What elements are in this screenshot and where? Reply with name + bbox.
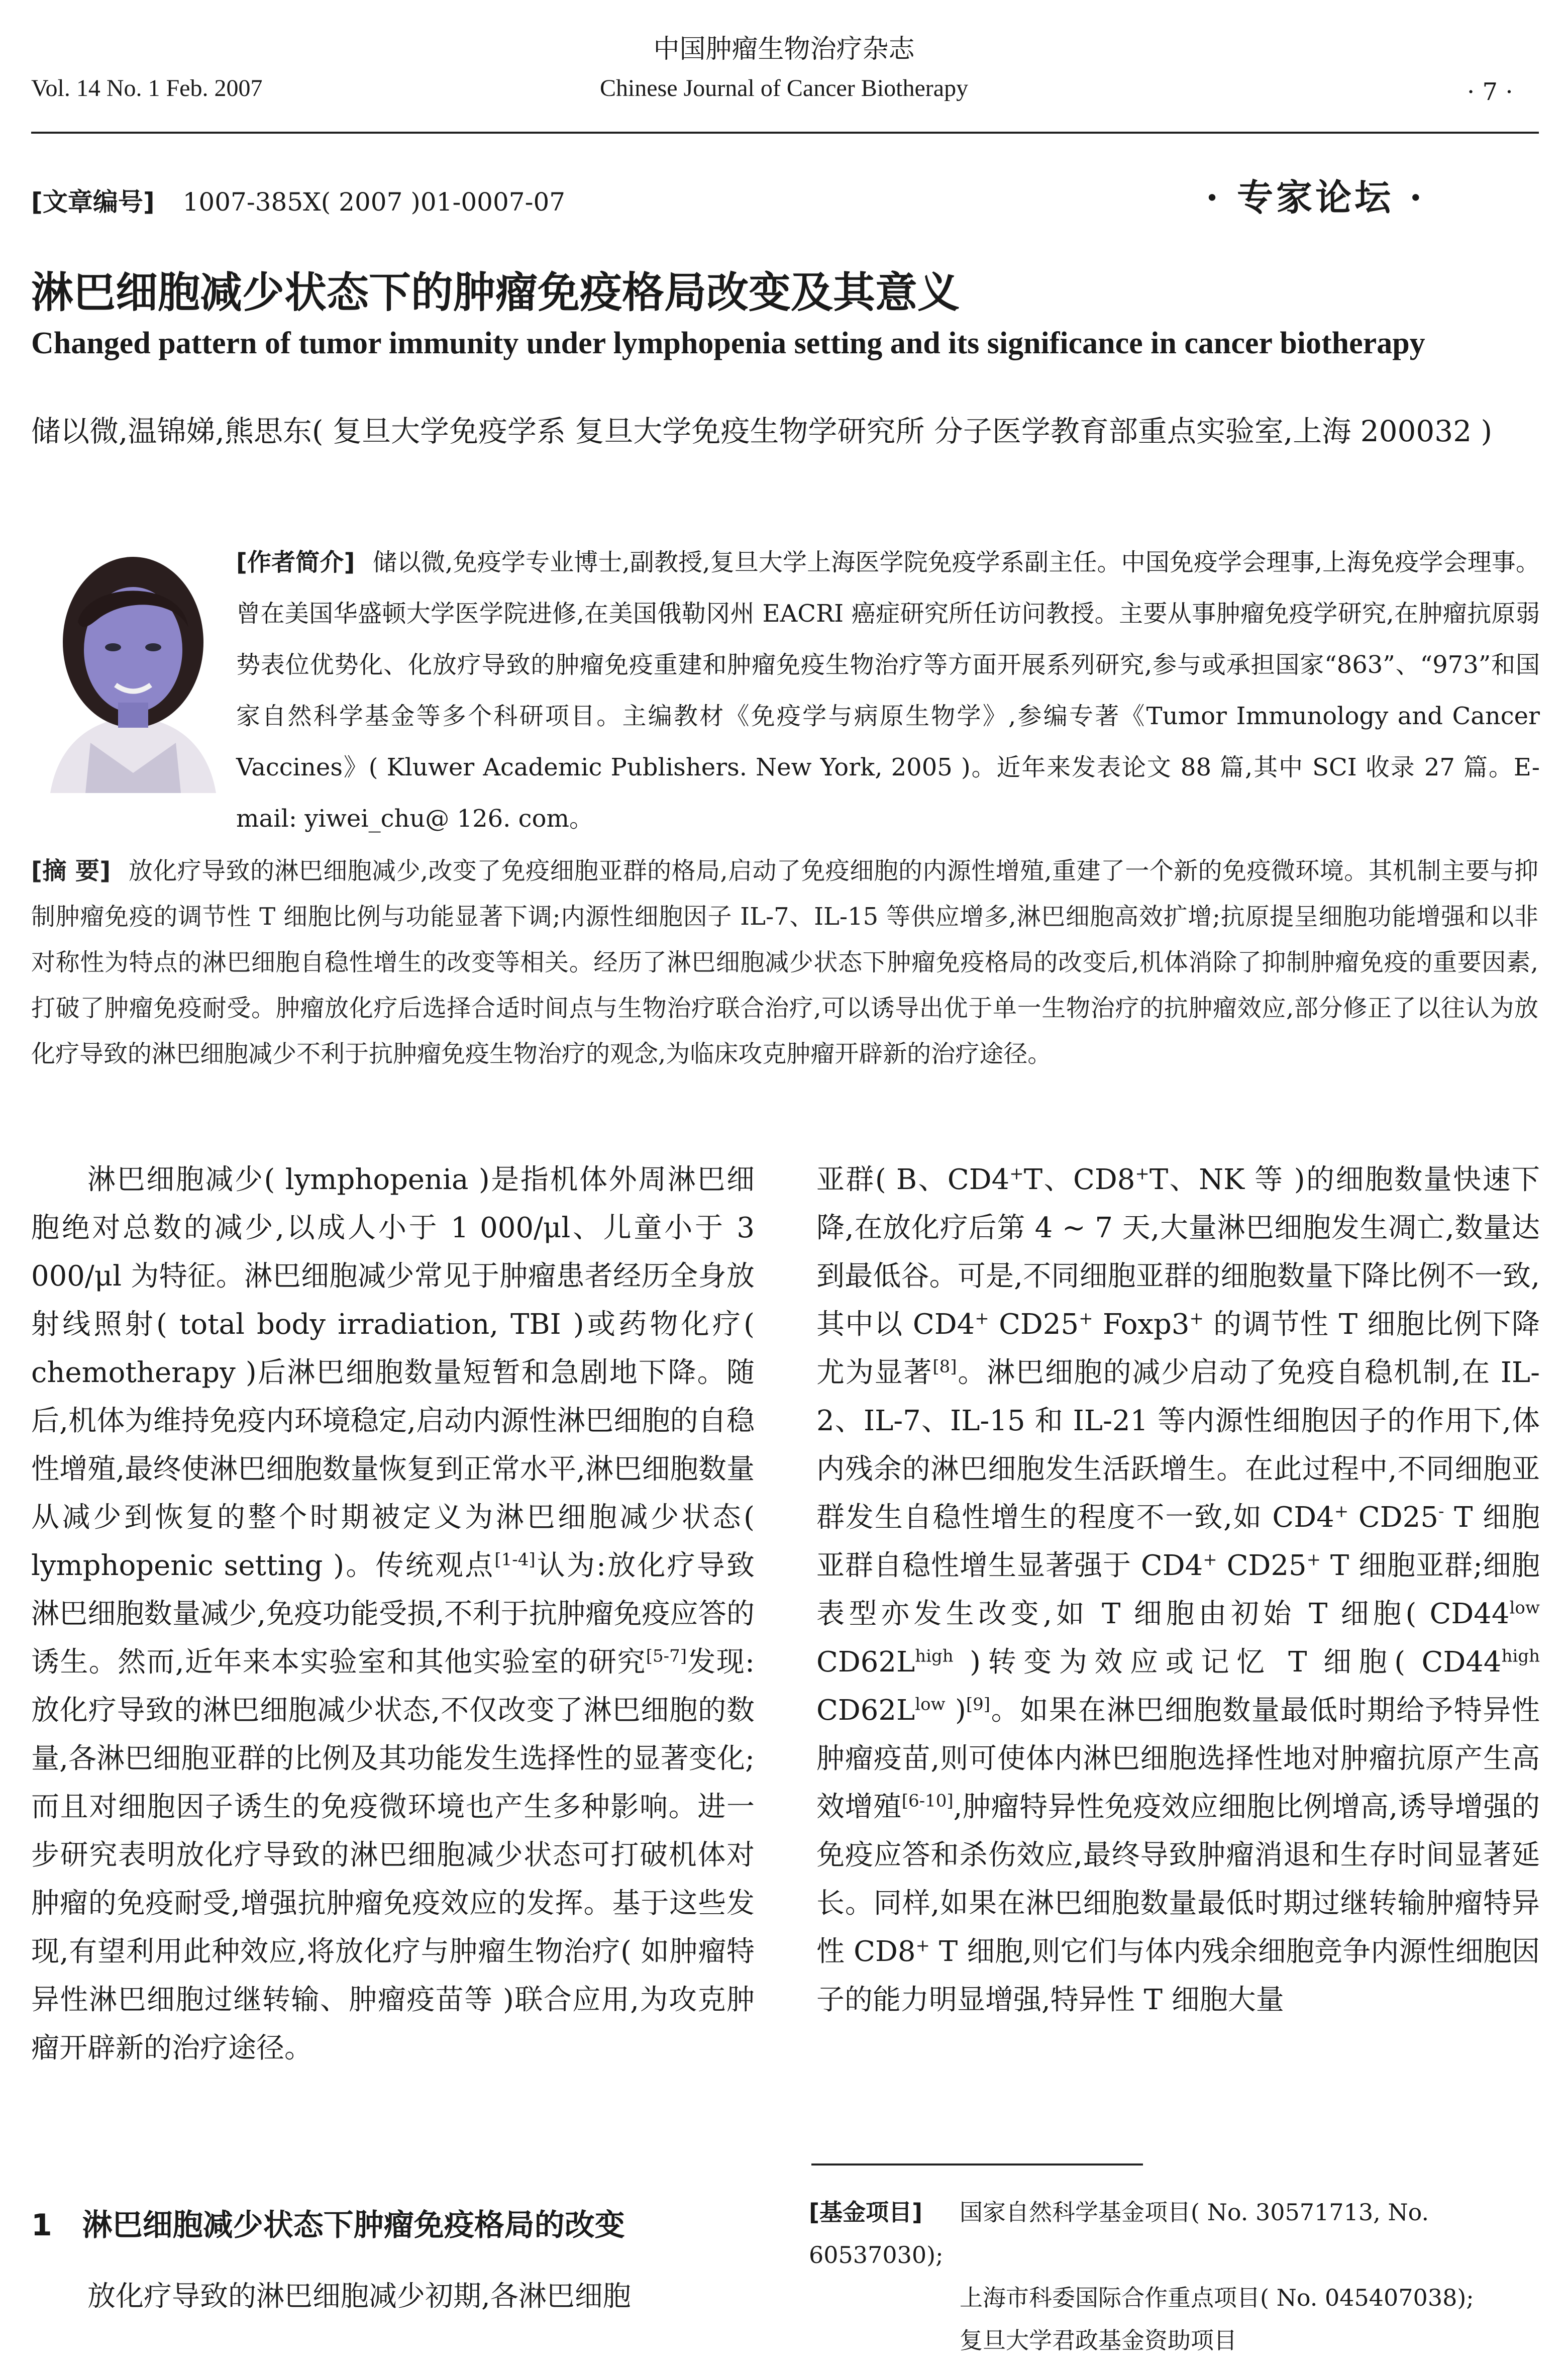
footnote-rule bbox=[811, 2163, 1143, 2166]
funding-label: [基金项目] bbox=[809, 2199, 923, 2226]
article-number bbox=[31, 182, 565, 218]
funding-line: 上海市科委国际合作重点项目( No. 045407038); bbox=[960, 2284, 1474, 2311]
citation: [6-10] bbox=[901, 1791, 954, 1811]
page-number: · 7 · bbox=[1467, 78, 1513, 106]
citation: [1-4] bbox=[494, 1549, 536, 1570]
abstract-text: 放化疗导致的淋巴细胞减少,改变了免疫细胞亚群的格局,启动了免疫细胞的内源性增殖,重建了一个新的免疫微环境。其机制主要与抑制肿瘤免疫的调节性 T 细胞比例与功能显著下调;内源性细胞因子 IL-7、IL-15 等供应增多,淋巴细胞高效扩增;抗原提呈细胞功能增强和以非对称性为特点的淋巴细胞自稳性增生的改变等相关。经历了淋巴细胞减少状态下肿瘤免疫格局的改变后,机体消除了抑制肿瘤免疫的重要因素,打破了肿瘤免疫耐受。肿瘤放化疗后选择合适时间点与生物治疗联合治疗,可以诱导出优于单一生物治疗的抗肿瘤效应,部分修正了以往认为放化疗导致的淋巴细胞减少不利于抗肿瘤免疫生物治疗的观念,为临床攻克肿瘤开辟新的治疗途径。 bbox=[31, 857, 1538, 1068]
title-en: Changed pattern of tumor immunity under lymphopenia setting and its significance in cancer biotherapy bbox=[31, 326, 1425, 360]
section-first-line: 放化疗导致的淋巴细胞减少初期,各淋巴细胞 bbox=[87, 2280, 631, 2313]
body-paragraph: 亚群( B、CD4+T、CD8+T、NK 等 )的细胞数量快速下降,在放化疗后第 4 ~ 7 天,大量淋巴细胞发生凋亡,数量达到最低谷。可是,不同细胞亚群的细胞数量下降比例不一致,其中以 CD4+ CD25+ Foxp3+ 的调节性 T 细胞比例下降尤为显著[8]。淋巴细胞的减少启动了免疫自稳机制,在 IL-2、IL-7、IL-15 和 IL-21 等内源性细胞因子的作用下,体内残余的淋巴细胞发生活跃增生。在此过程中,不同细胞亚群发生自稳性增生的程度不一致,如 CD4+ CD25- T 细胞亚群自稳性增生显著强于 CD4+ CD25+ T 细胞亚群;细胞表型亦发生改变,如 T 细胞由初始 T 细胞( $CD44^{low}$ $CD62L^{high}$ )转变为效应或记忆 T 细胞( $CD44^{high}$ $CD62L^{low}$ )[9]。如果在淋巴细胞数量最低时期给予特异性肿瘤疫苗,则可使体内淋巴细胞选择性地对肿瘤抗原产生高效增殖[6-10],肿瘤特异性免疫效应细胞比例增高,诱导增强的免疫应答和杀伤效应,最终导致肿瘤消退和生存时间显著延长。同样,如果在淋巴细胞数量最低时期过继转输肿瘤特异性 CD8+ T 细胞,则它们与体内残余细胞竞争内源性细胞因子的能力明显增强,特异性 T 细胞大量 bbox=[816, 1163, 1540, 2016]
body-text: 淋巴细胞减少( lymphopenia )是指机体外周淋巴细胞绝对总数的减少,以成人小于 1 000/μl、儿童小于 3 000/μl 为特征。淋巴细胞减少常见于肿瘤患者经历全身放射线照射( total body irradiation, TBI )或药物化疗( chemotherapy )后淋巴细胞数量短暂和急剧地下降。随后,机体为维持免疫内环境稳定,启动内源性淋巴细胞的自稳性增殖,最终使淋巴细胞数量恢复到正常水平,淋巴细胞数量从减少到恢复的整个时期被定义为淋巴细胞减少状态( lymphopenic setting )。传统观点 bbox=[31, 1163, 755, 1582]
abstract-label: [摘 要] bbox=[31, 857, 111, 885]
body-left-column bbox=[31, 1156, 755, 2073]
funding-line: 复旦大学君政基金资助项目 bbox=[960, 2327, 1237, 2354]
journal-title-en: Chinese Journal of Cancer Biotherapy bbox=[599, 75, 969, 102]
body-text: 发现:放化疗导致的淋巴细胞减少状态,不仅改变了淋巴细胞的数量,各淋巴细胞亚群的比例及其功能发生选择性的显著变化;而且对细胞因子诱生的免疫微环境也产生多种影响。进一步研究表明放化疗导致的淋巴细胞减少状态可打破机体对肿瘤的免疫耐受,增强抗肿瘤免疫效应的发挥。基于这些发现,有望利用此种效应,将放化疗与肿瘤生物治疗( 如肿瘤特异性淋巴细胞过继转输、肿瘤疫苗等 )联合应用,为攻克肿瘤开辟新的治疗途径。 bbox=[31, 1646, 755, 2064]
body-right-column bbox=[816, 1156, 1540, 2024]
section-heading: 1 淋巴细胞减少状态下肿瘤免疫格局的改变 bbox=[31, 2208, 625, 2243]
authors-affiliation: 储以微,温锦娣,熊思东( 复旦大学免疫学系 复旦大学免疫生物学研究所 分子医学教育部重点实验室,上海 200032 ) bbox=[31, 414, 1493, 448]
abstract bbox=[31, 848, 1538, 1077]
volume-info: Vol. 14 No. 1 Feb. 2007 bbox=[31, 75, 263, 102]
article-number-label: [文章编号] bbox=[31, 187, 155, 217]
citation: [8] bbox=[932, 1356, 957, 1377]
body-paragraph bbox=[31, 1156, 755, 2073]
bio-label: [作者简介] bbox=[236, 548, 355, 576]
author-photo bbox=[30, 542, 236, 793]
funding-line: 国家自然科学基金项目( No. 30571713, No. 60537030); bbox=[809, 2199, 1429, 2269]
header-rule bbox=[31, 132, 1539, 134]
citation: [9] bbox=[966, 1694, 991, 1715]
author-bio bbox=[236, 537, 1540, 844]
bio-text: 储以微,免疫学专业博士,副教授,复旦大学上海医学院免疫学系副主任。中国免疫学会理事,上海免疫学会理事。曾在美国华盛顿大学医学院进修,在美国俄勒冈州 EACRI 癌症研究所任访问教授。主要从事肿瘤免疫学研究,在肿瘤抗原弱势表位优势化、化放疗导致的肿瘤免疫重建和肿瘤免疫生物治疗等方面开展系列研究,参与或承担国家“863”、“973”和国家自然科学基金等多个科研项目。主编教材《免疫学与病原生物学》,参编专著《Tumor Immunology and Cancer Vaccines》( Kluwer Academic Publishers. New York, 2005 )。近年来发表论文 88 篇,其中 SCI 收录 27 篇。E-mail: yiwei_chu@ 126. com。 bbox=[236, 548, 1540, 833]
body-text: 认为:放化疗导致淋巴细胞数量减少,免疫功能受损,不利于抗肿瘤免疫应答的诱生。然而,近年来本实验室和其他实验室的研究 bbox=[31, 1549, 755, 1679]
column-tag: · 专家论坛 · bbox=[1206, 176, 1425, 219]
article-number-value: 1007-385X( 2007 )01-0007-07 bbox=[182, 187, 566, 217]
funding-footnote bbox=[809, 2191, 1568, 2362]
journal-title-cn: 中国肿瘤生物治疗杂志 bbox=[653, 34, 915, 64]
title-cn: 淋巴细胞减少状态下的肿瘤免疫格局改变及其意义 bbox=[31, 268, 960, 317]
citation: [5-7] bbox=[646, 1646, 687, 1666]
